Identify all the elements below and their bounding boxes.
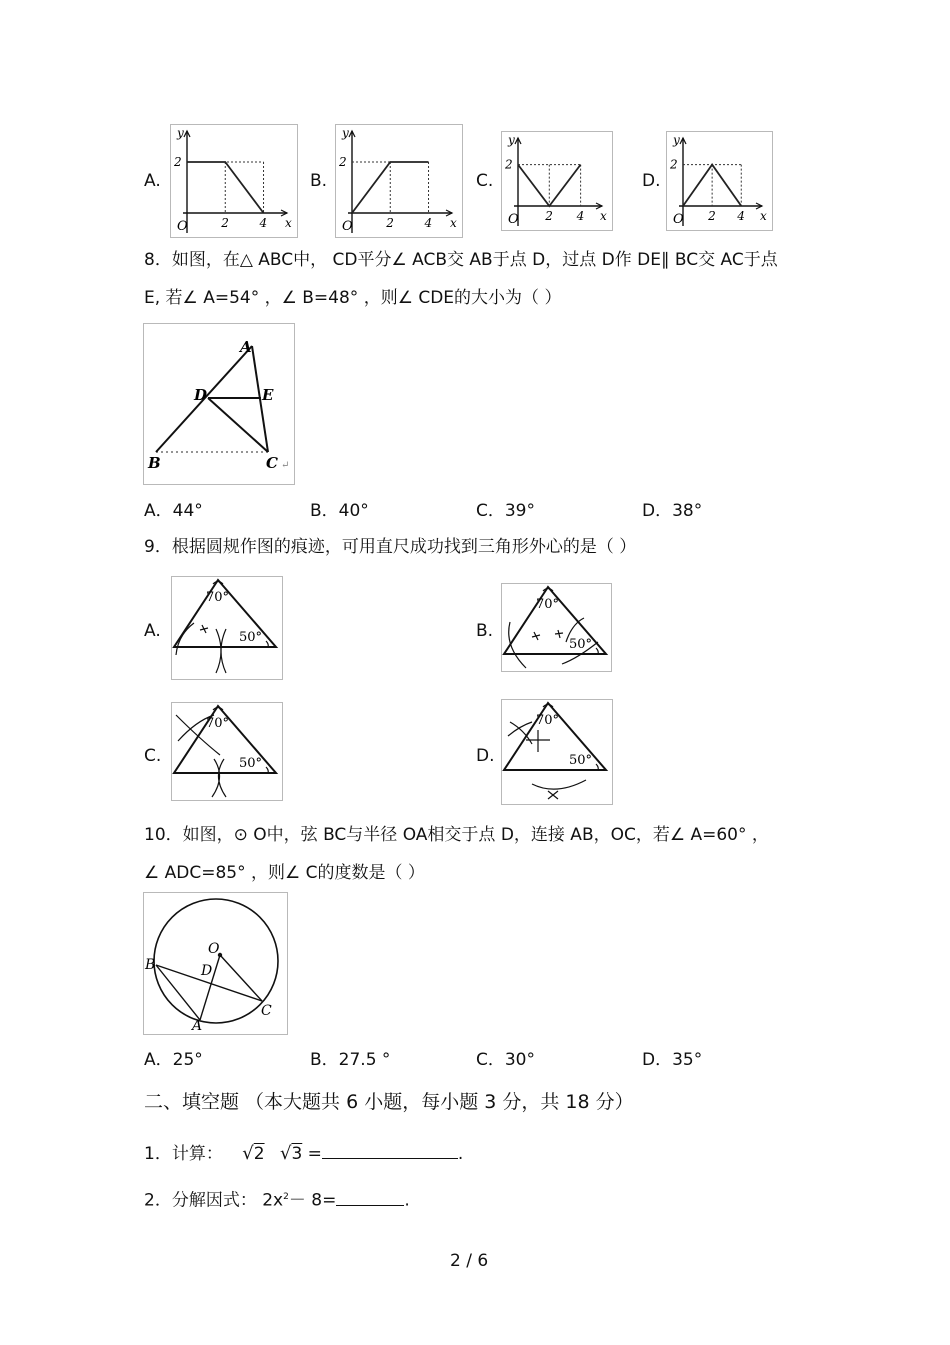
q7-graph-b — [335, 124, 463, 238]
q9-figure-b — [501, 583, 612, 672]
return-mark-icon: ↵ — [281, 460, 290, 471]
section2-title: 二、填空题 （本大题共 6 小题，每小题 3 分，共 18 分） — [144, 1091, 634, 1113]
y-tick-2: 2 — [339, 154, 347, 169]
q8-option-b: B．40° — [310, 501, 369, 521]
svg-text:A: A — [192, 1018, 203, 1034]
svg-text:70°: 70° — [536, 597, 560, 612]
svg-text:C: C — [261, 1003, 272, 1019]
x-axis-label: x — [600, 209, 607, 223]
q10-option-a: A．25° — [144, 1050, 203, 1070]
y-axis-label: y — [673, 133, 680, 147]
x-tick-2: 2 — [545, 209, 553, 223]
q10-circle — [154, 899, 278, 1023]
y-axis-label: y — [342, 126, 349, 140]
q9-figure-a — [171, 576, 283, 680]
svg-text:50°: 50° — [239, 630, 263, 645]
q9-option-a-label: A. — [144, 621, 161, 641]
svg-text:70°: 70° — [206, 716, 230, 731]
q8-option-c: C．39° — [476, 501, 536, 521]
y-tick-2: 2 — [505, 157, 513, 172]
x-tick-4: 4 — [259, 216, 268, 230]
svg-text:70°: 70° — [536, 713, 560, 728]
q10-stem-line1: 10．如图，⊙ O中，弦 BC与半径 OA相交于点 D，连接 AB，OC，若∠ A=60° ， — [144, 825, 769, 845]
q9-option-d-label: D. — [476, 746, 495, 766]
svg-text:D: D — [201, 963, 213, 979]
q9-figure-c — [171, 702, 283, 801]
q9-stem: 9．根据圆规作图的痕迹，可用直尺成功找到三角形外心的是（ ） — [144, 537, 637, 557]
q7-graph-d — [666, 131, 773, 231]
svg-text:50°: 50° — [569, 753, 593, 768]
q7-option-b-label: B. — [310, 171, 328, 191]
x-tick-2: 2 — [708, 209, 716, 223]
svg-text:70°: 70° — [206, 590, 230, 605]
fill-question-2: 2．分解因式： $2x^2- 8=$ . — [144, 1190, 410, 1211]
y-axis-label: y — [177, 126, 184, 140]
q9-option-b-label: B. — [476, 621, 494, 641]
origin-label: O — [508, 212, 519, 227]
x-axis-label: x — [285, 216, 292, 230]
q7-graph-a — [170, 124, 298, 238]
q8-option-a: A．44° — [144, 501, 203, 521]
q10-option-d: D．35° — [642, 1050, 703, 1070]
q8-label-c: C — [266, 454, 278, 472]
q10-option-b: B．27.5 ° — [310, 1050, 391, 1070]
x-axis-label: x — [450, 216, 457, 230]
origin-label: O — [673, 212, 684, 227]
svg-text:B: B — [145, 957, 156, 973]
q8-option-d: D．38° — [642, 501, 703, 521]
q10-circle-figure — [143, 892, 288, 1035]
q8-stem-line2: E, 若∠ A=54° ，∠ B=48° ，则∠ CDE的大小为（ ） — [144, 288, 562, 308]
x-tick-2: 2 — [221, 216, 229, 230]
page-number: 2 / 6 — [450, 1251, 489, 1271]
fill-question-1: 1．计算： √2 √3 = . — [144, 1143, 464, 1164]
q7-option-d-label: D. — [642, 171, 661, 191]
y-axis-label: y — [508, 133, 515, 147]
q8-segment-cd — [208, 398, 268, 452]
q10-option-c: C．30° — [476, 1050, 536, 1070]
origin-label: O — [342, 219, 353, 234]
svg-text:50°: 50° — [239, 756, 263, 771]
x-tick-4: 4 — [424, 216, 433, 230]
q8-label-d: D — [194, 386, 208, 404]
y-tick-2: 2 — [670, 157, 678, 172]
svg-text:O: O — [208, 941, 220, 957]
q9-figure-d — [501, 699, 613, 805]
q8-label-b: B — [148, 454, 161, 472]
q7-graph-c — [501, 131, 613, 231]
answer-blank-2[interactable] — [336, 1189, 404, 1206]
q8-stem-line1: 8．如图，在△ ABC中， CD平分∠ ACB交 AB于点 D，过点 D作 DE∥ BC交 AC于点 — [144, 250, 778, 270]
svg-text:50°: 50° — [569, 637, 593, 652]
q8-triangle-figure — [143, 323, 295, 485]
x-tick-4: 4 — [737, 209, 745, 223]
q10-stem-line2: ∠ ADC=85° ，则∠ C的度数是（ ） — [144, 863, 425, 883]
x-axis-label: x — [760, 209, 767, 223]
origin-label: O — [177, 219, 188, 234]
q7-option-c-label: C. — [476, 171, 494, 191]
answer-blank-1[interactable] — [322, 1142, 458, 1159]
y-tick-2: 2 — [174, 154, 182, 169]
x-tick-2: 2 — [386, 216, 394, 230]
q9-option-c-label: C. — [144, 746, 162, 766]
q7-option-a-label: A. — [144, 171, 161, 191]
q8-label-e: E — [262, 386, 274, 404]
x-tick-4: 4 — [576, 209, 585, 223]
q8-label-a: A — [240, 338, 252, 356]
